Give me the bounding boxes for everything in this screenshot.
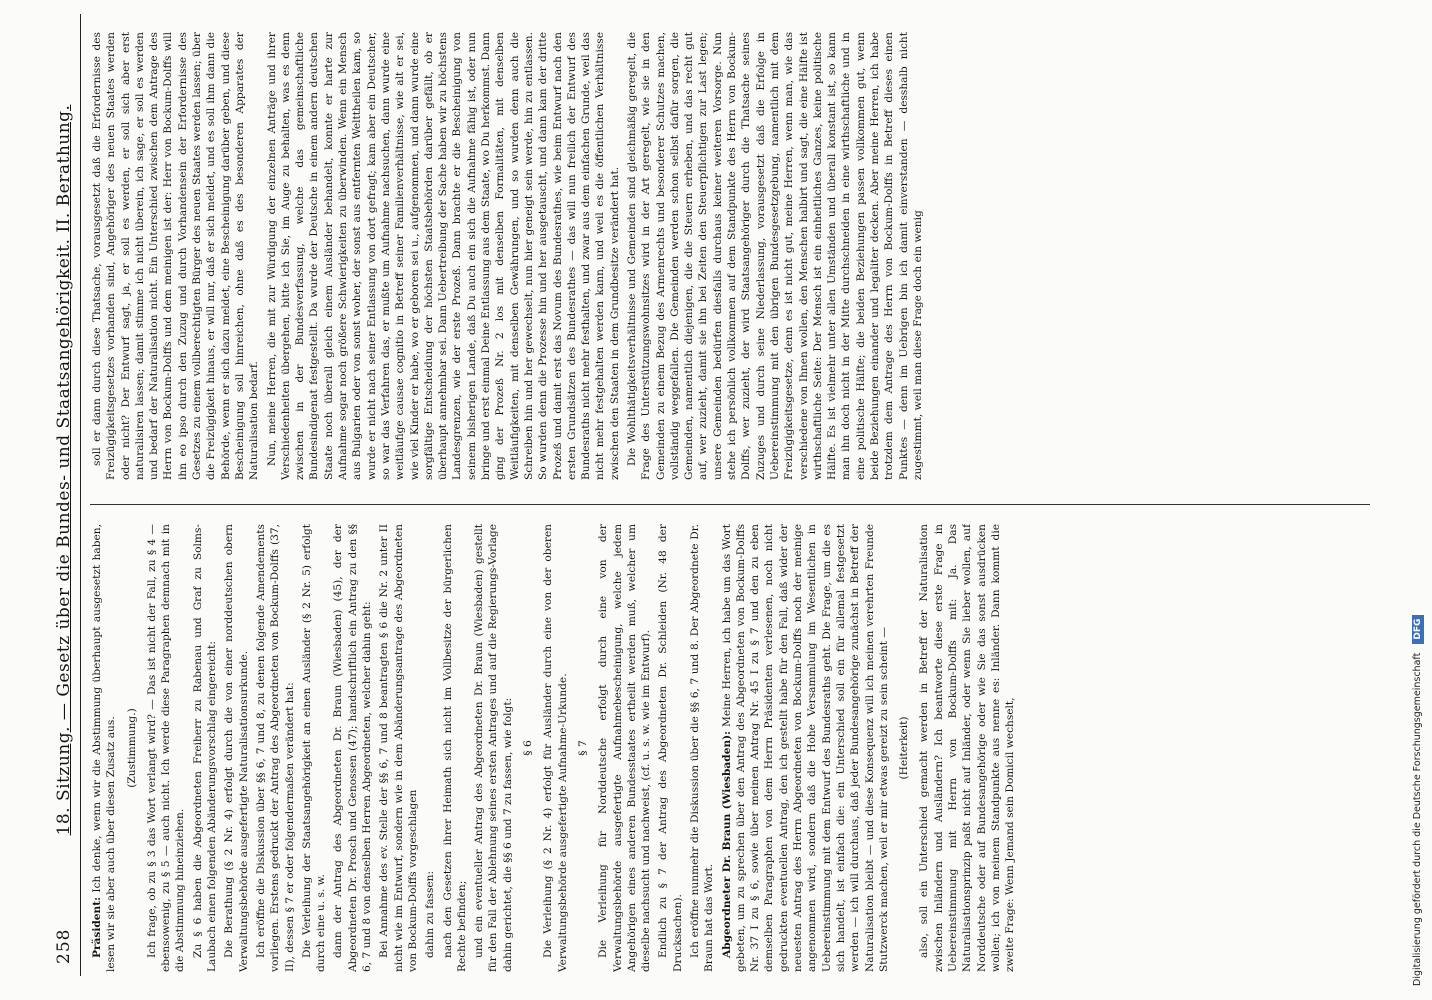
- paragraph: [90, 524, 119, 972]
- paragraph-text: Endlich zu § 7 der Antrag des Abgeordneten Dr. Schleiden (Nr. 48 der Drucksachen).: [657, 524, 684, 972]
- digitization-credit: [1392, 0, 1432, 1000]
- paragraph-text: Die Verleihung (§ 2 Nr. 4) erfolgt für Ausländer durch eine von der oberen Verwaltungsbehörde ausgefertigte Aufnahme-Urkunde.: [542, 524, 569, 972]
- paragraph: [331, 524, 374, 972]
- rotated-page-content: [36, 14, 1382, 986]
- page-header: [36, 14, 82, 986]
- right-text-column: [90, 32, 1370, 480]
- paragraph-text: Zu § 6 haben die Abgeordneten Freiherr zu Rabenau und Graf zu Solms-Laubach einen folgenden Abänderungsvorschlag eingereicht:: [191, 524, 219, 972]
- page-number: 258: [54, 928, 74, 964]
- paragraph: [300, 524, 329, 972]
- paragraph-text: Ich eröffne nunmehr die Diskussion über die §§ 6, 7 und 8. Der Abgeordnete Dr. Braun hat das Wort.: [688, 524, 716, 972]
- paragraph-text: soll er dann durch diese Thatsache, vorausgesetzt daß die Erfordernisse des Freizügigkeitsgesetzes vorhanden sind, Angehöriger des neuen Staates werden oder nicht? Der Entwurf sagt, ja, er soll es werden, er soll sich aber erst naturalisiren lassen; damit stimme ich nicht überein, ich sage, er soll es werden und bedarf der Naturalisation nicht. Ein Unterschied zwischen dem Antrage des Herrn von Bockum-Dolffs und dem meinigen ist der: Herr von Bockum-Dolffs will ihn eo ipso durch den Zuzug und durch Vorhandensein der Erfordernisse des Gesetzes zu einem vollberechtigten Bürger des neuen Staates werden lassen; über die Freizügigkeit hinaus, er will nur, daß er sich meldet, und es soll ihm dann die Behörde, wenn er sich dazu meldet, eine Bescheinigung darüber geben, und diese Bescheinigung soll hinreichen, ohne daß es des besonderen Apparates der Naturalisation bedarf.: [91, 32, 261, 480]
- paragraph-text: also, soll ein Unterschied gemacht werden in Betreff der Naturalisation zwischen Inländern und Ausländern? Ich beantworte diese erste Frage in Uebereinstimmung mit Herrn von Bockum-Dolffs mit: Ja. Das Naturalisationsprinzip paßt nicht auf Inländer, oder wenn Sie lieber wollen, auf Norddeutsche oder auf Bundesangehörige oder wie Sie das sonst ausdrücken wollen; ich von meinem Standpunkte aus nenne es: Inländer. Dann kommt die zweite Frage: Wenn Jemand sein Domicil wechselt,: [918, 524, 1017, 972]
- paragraph: [917, 524, 1017, 972]
- paragraph: [254, 524, 297, 972]
- paragraph: [191, 524, 220, 972]
- paragraph-text: Ich denke, wenn wir die Abstimmung überhaupt ausgesetzt haben, lesen wir sie aber auch über diesen Zusatz aus.: [91, 524, 118, 972]
- speaker-name: Präsident:: [91, 896, 103, 958]
- dfg-logo: DFG: [1412, 615, 1424, 644]
- paragraph-text: Meine Herren, ich habe um das Wort gebeten, um zu sprechen über den Antrag des Abgeordneten von Bockum-Dolffs Nr. 37 I zu § 6, sowie über meinen Antrag Nr. 45 I zu § 7 und den zu eben demselben Paragraphen von dem Herrn Präsidenten verlesenen, noch nicht gedruckten eventuellen Antrag, den ich gestellt habe für den Fall, daß wider der neuesten Antrag des Herrn Abgeordneten von Bockum-Dolffs noch der meinige angenommen wird, sondern daß die Hohe Versammlung im Wesentlichen in Uebereinstimmung mit dem Entwurf des Bundesraths geht. Die Frage, um die es sich handelt, ist einfach die: ein Unterschied soll ein für allemal festgesetzt werden — ich will durchaus, daß jeder Bundesangehörige zunächst in Betreff der Naturalisation bleibt — und diese Konsequenz will ich meinen verehrten Freunde Stutzwerck machen, weil er mir etwas gereizt zu sein scheint —: [720, 524, 890, 972]
- paragraph: [472, 524, 515, 972]
- left-text-column: [90, 524, 1370, 972]
- paragraph-text: Die Berathung (§ 2 Nr. 4) erfolgt durch die von einer norddeutschen obern Verwaltungsbehörde ausgefertigte Naturalisationsurkunde.: [223, 524, 250, 972]
- centered-text: § 7: [576, 740, 589, 756]
- paragraph-text: Bei Annahme des ev. Stelle der §§ 6, 7 und 8 beantragten § 6 die Nr. 2 unter II nicht wie im Entwurf, sondern wie in dem Abänderungsantrage des Abgeordneten von Bockum-Dolffs vorgeschlagen: [378, 524, 419, 972]
- paragraph-text: Die Verleihung der Staatsangehörigkeit an einen Ausländer (§ 2 Nr. 5) erfolgt durch eine u. s. w.: [300, 524, 328, 972]
- paragraph: [423, 524, 437, 972]
- centered-line: [897, 524, 911, 972]
- paragraph: [265, 32, 622, 480]
- header-rule: [80, 14, 81, 976]
- paragraph: [90, 32, 262, 480]
- credit-text: Digitalisierung gefördert durch die Deutsche Forschungsgemeinschaft: [1412, 652, 1423, 986]
- document-page: [36, 14, 1382, 986]
- paragraph: [720, 524, 892, 972]
- centered-line: [521, 524, 535, 972]
- paragraph-text: Nun, meine Herren, die mit zur Würdigung der einzelnen Anträge und ihrer Verschiedenheiten übergehen, bitte ich Sie, im Auge zu behalten, was es denn zwischen in der Bundesverfassung, welche das gemeinschaftliche Bundesindigenat festgestellt. Da wurde der Deutsche in einem andern deutschen Staate noch überall gleich einem Ausländer behandelt, konnte er harte zur Aufnahme sogar noch größere Schwierigkeiten zu überwinden. Wenn ein Mensch aus Bulgarien oder von sonst woher, der sonst aus entfernten Welttheilen kam, so wurde er nicht nach seiner Entlassung von dort gefragt; kam aber ein Deutscher, so war das Verfahren das, er mußte um Aufnahme nachsuchen, dann wurde eine weitläufige causae cognitio in Betreff seiner Familienverhältnisse, wie alt er sei, wie viel Kinder er habe, wo er geboren sei u., aufgenommen, und dann wurde eine sorgfältige Entscheidung der höchsten Staatsbehörden darüber gefällt, ob er überhaupt annehmbar sei. Dann Uebertreibung der Sache haben wir zu höchstens Landesgrenzen, wie der erste Prozeß. Dann brachte er die Bescheinigung von seinem bisherigen Lande, daß Du auch ein sich die Aufnahme fähig ist, oder nun bringe und erst einmal Deine Entlassung aus dem Staate, wo Du herkommst. Dann ging der Prozeß Nr. 2 los mit denselben Formalitäten, mit denselben Weitläufigkeiten, mit denselben Gewährungen, und so wurden denn auch die Schreiben hin und her gewechselt, nun hier geneigt sein werde, hin zu entlassen. So wurden denn die Prozesse hin und her ausgetauscht, und dann kam der dritte Prozeß und damit erst das Novum des Bundesrathes, wie beim Entwurf nach den ersten Grundsätzen des Bundesrathes — das will nun freilich der Entwurf des Bundesraths nicht mehr festhalten, und zwar aus dem einfachen Grunde, weil das nicht mehr festgehalten werden kann, und weil es die öffentlichen Verhältnisse zwischen den Staaten in dem Grundbesitze verändert hat.: [265, 32, 621, 480]
- paragraph: [377, 524, 420, 972]
- paragraph-text: Die Wohlthätigkeitsverhältnisse und Gemeinden sind gleichmäßig geregelt, die Frage des Unterstützungswohnsitzes wird in der Art geregelt, wie sie in den Gemeinden zu einem Bezug des Armenrechts und besonderer Schutzes machen, vollständig weggefallen. Die Gemeinden werden schon selbst dafür sorgen, die Gemeinden, namentlich diejenigen, die die Steuern erheben, und das recht gut auf, wer zuzieht, damit sie ihn bei Zeiten den Steuerpflichtigen zur Last legen; unsere Gemeinden bedürfen diesfalls durchaus keiner weiteren Vorsorge. Nun stehe ich persönlich vollkommen auf dem Standpunkte des Herrn von Bockum-Dolffs, wer zuzieht, der wird Staatsangehöriger durch die Thatsache seines Zuzuges und durch seine Niederlassung, vorausgesetzt daß die Erfolge in Uebereinstimmung mit den übrigen Bundesgesetzgebung, namentlich mit dem Freizügigkeitsgesetze, denn es ist nicht gut, meine Herren, wenn man, wie das verschiedene von Ihnen wollen, den Menschen halbirt und sagt, die eine Hälfte ist wirthschaftliche Seite: Der Mensch ist ein einheitliches Ganzes, keine politische Hälfte. Es ist vielmehr unter allen Umständen und überall konstant ist, so kann man ihn doch nicht in der Mitte durchschneiden in eine wirthschaftliche und in eine politische Hälfte; die beiden Beziehungen passen vollkommen gut, wenn beide Beziehungen einander und legaliter decken. Aber meine Herren, ich habe trotzdem dem Antrage des Herrn von Bockum-Dolffs in Betreff dieses einen Punktes — denn im Uebrigen bin ich damit einverstanden — desshalb nicht zugestimmt, weil man diese Frage doch ein wenig: [625, 32, 924, 480]
- paragraph-text: und ein eventueller Antrag des Abgeordneten Dr. Braun (Wiesbaden) gestellt für den Fall der Ablehnung seines ersten Antrages und auf die Regierungs-Vorlage dahin gerichtet, die §§ 6 und 7 zu fassen, wie folgt:: [473, 524, 514, 972]
- paragraph-text: dahin zu fassen:: [424, 870, 437, 958]
- centered-text: (Zustimmung.): [125, 708, 138, 788]
- centered-line: [125, 524, 139, 972]
- speaker-name: Abgeordneter Dr. Braun (Wiesbaden):: [720, 730, 733, 958]
- centered-text: (Heiterkeit): [898, 716, 911, 780]
- paragraph-text: dann der Antrag des Abgeordneten Dr. Braun (Wiesbaden) (45), der der Abgeordneten Dr. Prosch und Genossen (47); handschriftlich ein Antrag zu den §§ 6, 7 und 8 von denselben Herren Abgeordneten, welcher dahin geht:: [332, 524, 374, 972]
- paragraph-text: Die Verleihung für Norddeutsche erfolgt durch eine von der Verwaltungsbehörde ausgefertigte Aufnahmebescheinigung, welche jedem Angehörigen eines anderen Bundesstaates ertheilt werden muß, welcher um dieselbe nachsucht und nachweist, (cf. u. s. w. wie im Entwurf).: [597, 524, 653, 972]
- paragraph-text: Ich frage, ob zu § 3 das Wort verlangt wird? — Das ist nicht der Fall, zu § 4 — ebensowenig, zu § 5 — auch nicht. Ich werde diese Paragraphen demnach mit in die Abstimmung hineinziehen.: [145, 524, 187, 972]
- paragraph-text: nach den Gesetzen ihrer Heimath sich nicht im Vollbesitze der bürgerlichen Rechte befinden;: [441, 524, 468, 972]
- paragraph: [625, 32, 925, 480]
- centered-line: [576, 524, 590, 972]
- paragraph-text: Ich eröffne die Diskussion über §§ 6, 7 und 8, zu denen folgende Amendements vorliegen. Erstens gedruckt der Antrag des Abgeordneten von Bockum-Dolffs (37, II), dessen § 7 er oder folgendermaßen verändert hat:: [254, 524, 296, 972]
- running-title: 18. Sitzung. — Gesetz über die Bundes- und Staatsangehörigkeit. II. Berathung.: [54, 104, 74, 836]
- paragraph: [688, 524, 717, 972]
- paragraph: [656, 524, 685, 972]
- paragraph: [441, 524, 470, 972]
- paragraph: [145, 524, 188, 972]
- paragraph: [596, 524, 653, 972]
- column-divider: [90, 504, 1370, 505]
- paragraph: [541, 524, 570, 972]
- paragraph: [222, 524, 251, 972]
- centered-text: § 6: [522, 740, 535, 756]
